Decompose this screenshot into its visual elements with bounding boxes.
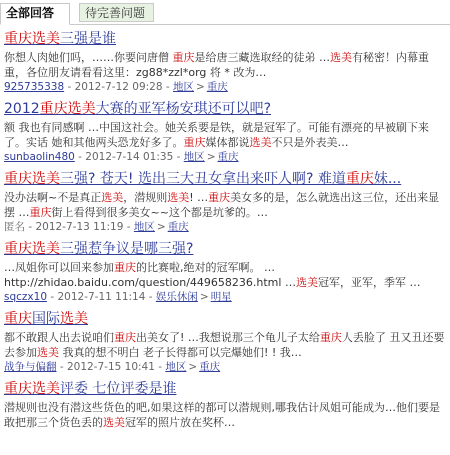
title-segment: 重庆 xyxy=(345,171,374,187)
result-item xyxy=(4,99,446,165)
category-link[interactable]: 地区 xyxy=(133,221,155,233)
title-segment: 重庆选美 xyxy=(4,381,60,397)
results-list xyxy=(0,29,450,430)
snippet-segment: 都不敢跟人出去说咱们 xyxy=(4,331,114,344)
tab-all-answers[interactable]: 全部回答 xyxy=(0,3,70,25)
author-link[interactable]: 925735338 xyxy=(4,81,65,93)
result-item xyxy=(4,379,446,430)
author-link: 匿名 xyxy=(4,221,25,233)
title-segment: 重庆选美 xyxy=(4,241,60,257)
result-title-link[interactable] xyxy=(4,169,446,189)
author-link[interactable]: sunbaolin480 xyxy=(4,151,75,163)
category-link[interactable]: 地区 xyxy=(173,81,194,93)
post-date: - 2012-7-11 11:14 - xyxy=(47,291,156,303)
result-title-link[interactable] xyxy=(4,379,446,399)
snippet-segment: 重庆 xyxy=(319,331,342,344)
result-title-link[interactable] xyxy=(4,309,446,329)
result-snippet xyxy=(4,400,446,430)
category-separator: > xyxy=(188,361,198,373)
snippet-segment: 重庆 xyxy=(114,331,136,344)
snippet-segment: 重庆 xyxy=(172,51,195,64)
title-segment: 三强是谁 xyxy=(60,31,116,47)
snippet-segment: 潜规则也没有潜这些货色的吧,如果这样的都可以潜规则,哪我估计凤姐可能成为…他们要是敢把那三个货色丢的 xyxy=(4,401,440,429)
title-segment: 三强? 苍天! 选出三大丑女拿出来吓人啊? 难道 xyxy=(60,171,346,187)
title-segment: 国际 xyxy=(32,311,60,327)
title-segment: 三强惹争议是哪三强? xyxy=(60,241,194,257)
snippet-segment: 媒体都说 xyxy=(205,136,250,149)
result-meta xyxy=(4,150,446,165)
result-title-link[interactable] xyxy=(4,99,446,119)
snippet-segment: 的比赛啦,绝对的冠军啊。 …http://zhidao.baidu.com/question/449658236.html … xyxy=(4,261,296,289)
category-link[interactable]: 地区 xyxy=(165,361,187,373)
snippet-segment: 选美 xyxy=(101,191,124,204)
result-meta xyxy=(4,80,446,95)
snippet-segment: 有秘密！内幕重重，各位朋友请看看这里：zg88*zzl*org 将 * 改为… xyxy=(4,51,429,79)
snippet-segment: 选美 xyxy=(295,276,318,289)
title-segment: 重庆选美 xyxy=(4,171,60,187)
category-separator: > xyxy=(196,81,205,93)
category-separator: > xyxy=(199,291,209,303)
title-segment: 重庆选美 xyxy=(4,31,60,47)
result-meta xyxy=(4,220,446,235)
category-separator: > xyxy=(156,221,166,233)
tab-bar xyxy=(0,3,450,25)
result-meta xyxy=(4,360,446,375)
result-title-link[interactable] xyxy=(4,239,446,259)
title-segment: 妹... xyxy=(373,171,402,187)
snippet-segment: 选美 xyxy=(330,51,352,64)
result-title-link[interactable] xyxy=(4,29,446,49)
post-date: - 2012-7-13 11:19 - xyxy=(25,221,134,233)
snippet-segment: 不只是外表美… xyxy=(271,136,349,149)
result-item xyxy=(4,309,446,375)
snippet-segment: 冠军的照片放在奖杯… xyxy=(125,416,235,429)
result-item xyxy=(4,169,446,235)
post-date: - 2012-7-12 09:28 - xyxy=(64,81,173,93)
author-link[interactable]: 战争与偏翻 xyxy=(4,361,57,373)
snippet-segment: 街上看得到很多美女~~这个都是坑爹的。… xyxy=(51,206,268,219)
snippet-segment: ，潜规则 xyxy=(123,191,168,204)
category-separator: > xyxy=(206,151,216,163)
category-link[interactable]: 娱乐休闲 xyxy=(155,291,198,303)
result-meta xyxy=(4,290,446,305)
result-snippet xyxy=(4,260,446,290)
category-link[interactable]: 重庆 xyxy=(199,361,221,373)
snippet-segment: ! … xyxy=(189,191,209,204)
snippet-segment: 你想人肉她们吗，……你要问唐僧 xyxy=(4,51,173,64)
post-date: - 2012-7-15 10:41 - xyxy=(56,361,166,373)
snippet-segment: 额 我也有同感啊 …中国这社会。她关系要是铁，就是冠军了。可能有漂亮的早被刷下来了。实话 她和其他两头恐龙好多了。 xyxy=(4,121,429,149)
category-link[interactable]: 明星 xyxy=(210,291,232,303)
category-link[interactable]: 重庆 xyxy=(167,221,189,233)
result-snippet xyxy=(4,50,446,80)
result-snippet xyxy=(4,190,446,220)
title-segment: 重庆选美 xyxy=(39,101,96,117)
title-segment: 大赛的亚军杨安琪还可以吧? xyxy=(95,101,272,117)
snippet-segment: …凤姐你可以回来参加 xyxy=(4,261,114,274)
category-link[interactable]: 重庆 xyxy=(217,151,239,163)
snippet-segment: 重庆 xyxy=(29,206,52,219)
snippet-segment: 没办法啊~不是真正 xyxy=(4,191,102,204)
snippet-segment: 我真的想不明白 老子长得都可以完爆她们! ! 我… xyxy=(59,346,302,359)
category-link[interactable]: 重庆 xyxy=(206,81,228,93)
result-item xyxy=(4,29,446,95)
snippet-segment: 重庆 xyxy=(208,191,231,204)
snippet-segment: 选美 xyxy=(37,346,59,359)
title-segment: 选美 xyxy=(60,311,88,327)
snippet-segment: 是给唐三藏选取经的徒弟 … xyxy=(194,51,330,64)
tab-pending-questions[interactable]: 待完善问题 xyxy=(79,3,154,22)
snippet-segment: 选美 xyxy=(103,416,125,429)
snippet-segment: 选美 xyxy=(249,136,272,149)
category-link[interactable]: 地区 xyxy=(183,151,205,163)
snippet-segment: 美女多的是，怎么就选出这三位，还出来显摆 … xyxy=(4,191,440,219)
result-snippet xyxy=(4,120,446,150)
post-date: - 2012-7-14 01:35 - xyxy=(74,151,184,163)
snippet-segment: 选美 xyxy=(167,191,190,204)
snippet-segment: 出美女了! …我想说那三个龟儿子太给 xyxy=(136,331,320,344)
snippet-segment: 冠军，亚军，季军 … xyxy=(317,276,421,289)
result-snippet xyxy=(4,330,446,360)
snippet-segment: 重庆 xyxy=(114,261,136,274)
title-segment: 2012 xyxy=(4,101,40,117)
snippet-segment: 人丢脸了 丑又丑还要去参加 xyxy=(4,331,445,359)
title-segment: 重庆 xyxy=(4,311,32,327)
author-link[interactable]: sqczx10 xyxy=(4,291,47,303)
result-item xyxy=(4,239,446,305)
snippet-segment: 重庆 xyxy=(183,136,206,149)
title-segment: 评委 七位评委是谁 xyxy=(60,381,177,397)
